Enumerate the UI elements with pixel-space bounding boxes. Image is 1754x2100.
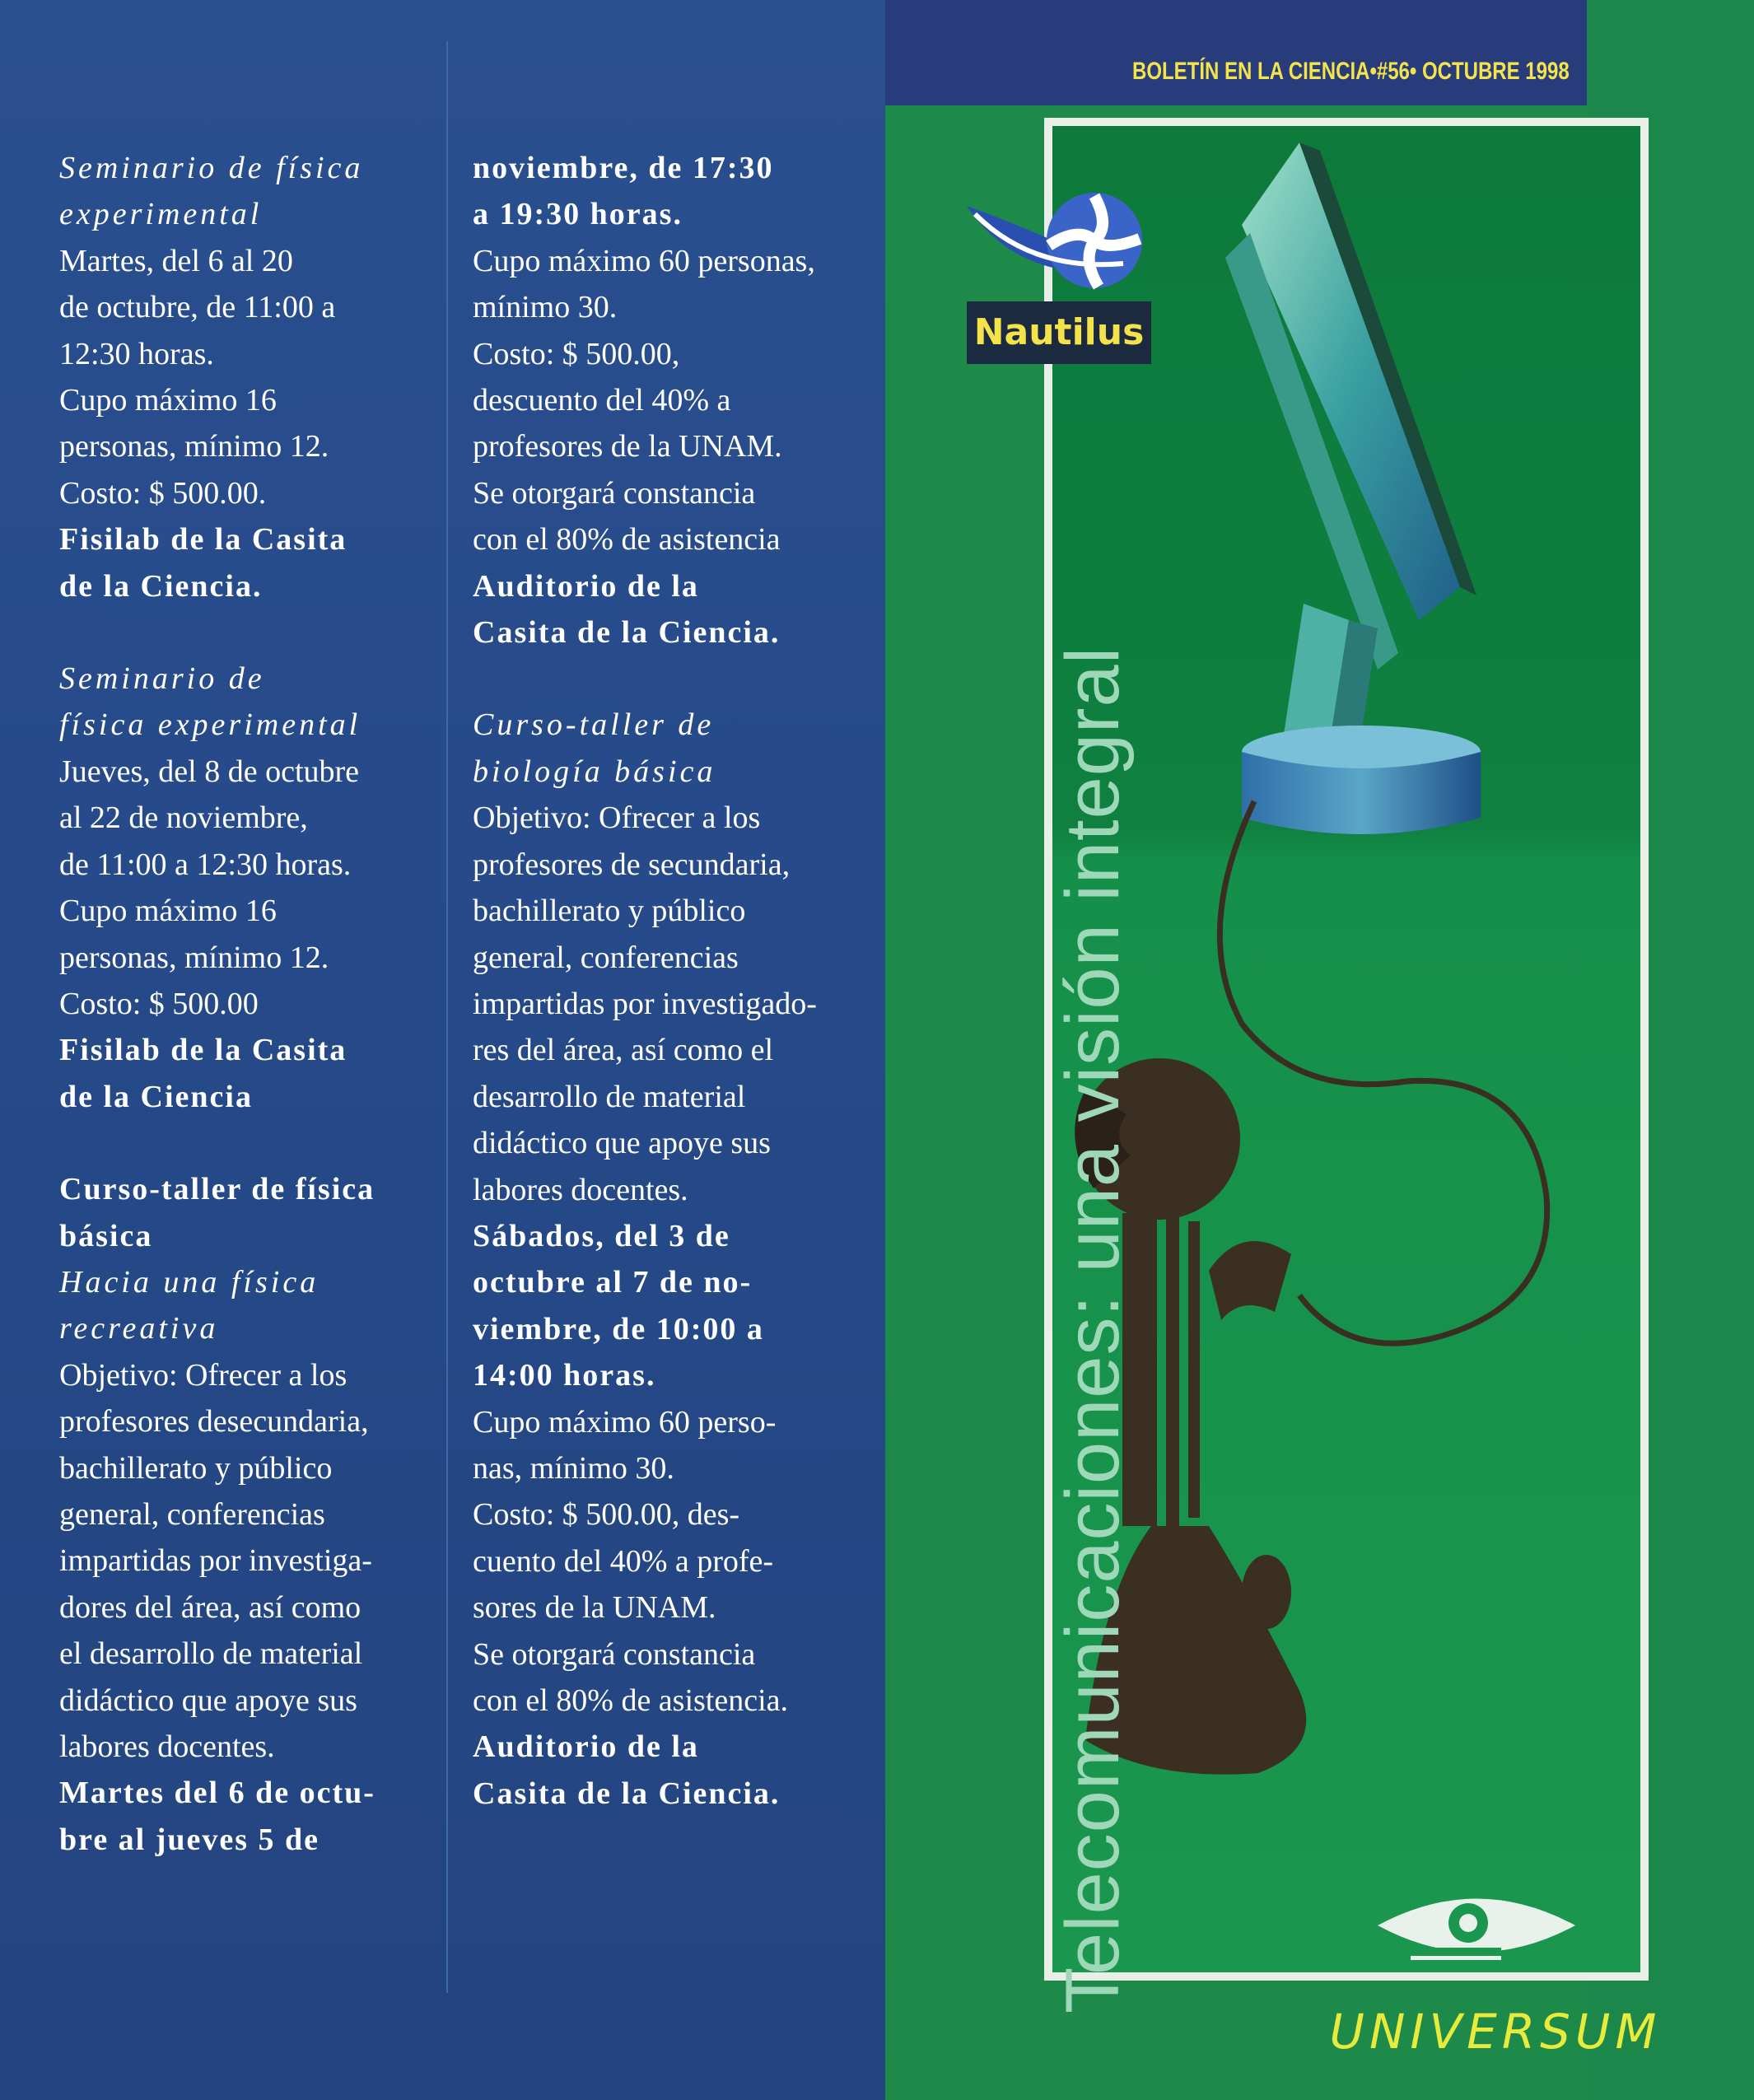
event-detail: profesores desecundaria, — [59, 1404, 369, 1440]
event-detail: al 22 de noviembre, — [59, 800, 308, 836]
cover-panel — [885, 0, 1754, 2100]
cover-title: Telecomunicaciones: una visión integral — [1051, 646, 1135, 2014]
column-divider — [446, 41, 448, 1993]
event-dates: noviembre, de 17:30 — [473, 151, 774, 185]
nautilus-shell-icon — [967, 181, 1151, 305]
event-detail: de octubre, de 11:00 a — [59, 290, 336, 325]
course-block-physics-cont — [473, 145, 860, 656]
nautilus-logo — [967, 181, 1151, 364]
event-title: Curso-taller de — [473, 707, 715, 743]
universum-logo-text: UNIVERSUM — [1329, 2004, 1662, 2060]
event-detail: personas, mínimo 12. — [59, 940, 329, 975]
event-place: Auditorio de la — [473, 1729, 699, 1765]
telephone-illustration — [1052, 126, 1640, 1972]
seminar-block-2 — [59, 656, 438, 1120]
event-dates: bre al jueves 5 de — [59, 1822, 320, 1857]
event-place: de la Ciencia. — [59, 568, 263, 604]
seminar-block-1 — [59, 145, 438, 609]
event-detail: Martes, del 6 al 20 — [59, 243, 293, 278]
event-dates: a 19:30 horas. — [473, 197, 683, 232]
event-detail: profesores de la UNAM. — [473, 429, 782, 464]
universum-eye-icon — [1369, 1880, 1584, 1971]
event-detail: Objetivo: Ofrecer a los — [473, 800, 761, 836]
event-title: Hacia una física — [59, 1264, 320, 1300]
event-detail: didáctico que apoye sus — [473, 1126, 771, 1161]
event-title: física experimental — [59, 707, 362, 743]
event-detail: sores de la UNAM. — [473, 1590, 716, 1626]
event-place: Fisilab de la Casita — [59, 1033, 348, 1068]
event-cost: Costo: $ 500.00, — [473, 336, 680, 371]
course-block-biology — [473, 702, 860, 1817]
event-dates: 14:00 horas. — [473, 1358, 656, 1393]
event-detail: Objetivo: Ofrecer a los — [59, 1357, 348, 1393]
event-dates: Sábados, del 3 de — [473, 1218, 730, 1253]
event-detail: dores del área, así como — [59, 1589, 362, 1625]
event-place: Casita de la Ciencia. — [473, 615, 781, 651]
event-place: Auditorio de la — [473, 568, 699, 604]
bulletin-header: BOLETÍN EN LA CIENCIA•#56• OCTUBRE 1998 — [1132, 58, 1570, 85]
event-detail: mínimo 30. — [473, 290, 618, 325]
event-detail: general, conferencias — [59, 1496, 325, 1532]
event-detail: general, conferencias — [473, 940, 739, 975]
event-detail: 12:30 horas. — [59, 336, 214, 371]
event-detail: didáctico que apoye sus — [59, 1682, 357, 1718]
event-detail: personas, mínimo 12. — [59, 429, 329, 464]
nautilus-label: Nautilus — [967, 301, 1151, 364]
event-detail: labores docentes. — [59, 1729, 275, 1764]
event-dates: Martes del 6 de octu- — [59, 1776, 376, 1811]
event-title: Seminario de física — [59, 151, 364, 185]
event-title: biología básica — [473, 754, 716, 789]
event-detail: Cupo máximo 60 perso- — [473, 1404, 777, 1440]
event-cost: Costo: $ 500.00 — [59, 986, 259, 1021]
event-title: experimental — [59, 197, 263, 232]
event-detail: bachillerato y público — [473, 894, 746, 929]
course-heading: Curso-taller de física — [59, 1172, 376, 1207]
event-detail: descuento del 40% a — [473, 383, 731, 418]
event-place: de la Ciencia — [59, 1079, 253, 1114]
event-cost: Costo: $ 500.00, des- — [473, 1497, 740, 1533]
event-detail: labores docentes. — [473, 1172, 688, 1207]
event-place: Casita de la Ciencia. — [473, 1776, 781, 1811]
event-detail: desarrollo de material — [473, 1079, 746, 1114]
event-title: Seminario de — [59, 661, 265, 697]
event-detail: Se otorgará constancia — [473, 1636, 756, 1672]
course-heading: básica — [59, 1218, 153, 1253]
event-detail: Cupo máximo 16 — [59, 383, 277, 418]
schedule-column-1 — [59, 145, 438, 1909]
event-place: Fisilab de la Casita — [59, 522, 348, 558]
event-detail: nas, mínimo 30. — [473, 1450, 674, 1486]
event-detail: con el 80% de asistencia. — [473, 1683, 789, 1718]
course-block-physics — [59, 1166, 438, 1863]
event-detail: Jueves, del 8 de octubre — [59, 754, 360, 789]
event-title: recreativa — [59, 1311, 219, 1346]
event-detail: Cupo máximo 60 personas, — [473, 243, 815, 278]
event-detail: de 11:00 a 12:30 horas. — [59, 847, 352, 882]
event-detail: cuento del 40% a profe- — [473, 1543, 774, 1579]
event-detail: res del área, así como el — [473, 1033, 774, 1068]
schedule-column-2 — [473, 145, 860, 1863]
event-detail: profesores de secundaria, — [473, 847, 791, 882]
event-detail: impartidas por investiga- — [59, 1543, 372, 1579]
event-detail: el desarrollo de material — [59, 1636, 363, 1672]
monitor-shape — [1225, 142, 1481, 834]
event-detail: Cupo máximo 16 — [59, 894, 277, 929]
event-detail: Se otorgará constancia — [473, 475, 756, 511]
event-detail: con el 80% de asistencia — [473, 522, 781, 558]
event-dates: viembre, de 10:00 a — [473, 1311, 764, 1346]
event-detail: impartidas por investigado- — [473, 986, 817, 1021]
event-dates: octubre al 7 de no- — [473, 1265, 753, 1300]
event-cost: Costo: $ 500.00. — [59, 475, 267, 511]
event-detail: bachillerato y público — [59, 1450, 333, 1486]
